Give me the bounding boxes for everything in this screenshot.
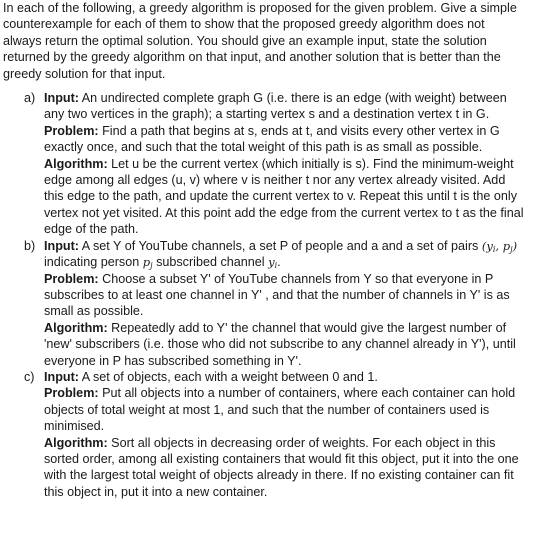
pair-math: ($y_i$, $p_j$) [481, 238, 518, 254]
part-marker: c) [24, 369, 35, 384]
problem-text: Choose a subset Y' of YouTube channels from Y so that everyone in P subscribes to at least one channel in Y' , and that the number of channels in Y' is as small as possible. [44, 271, 510, 319]
problem-label: Problem: [44, 123, 99, 138]
input-label: Input: [44, 238, 79, 253]
algorithm-label: Algorithm: [44, 320, 108, 335]
part-input [44, 90, 524, 123]
person-var: $p_j$ [142, 255, 153, 271]
channel-var: $y_i$ [268, 255, 278, 271]
part-c [3, 369, 524, 500]
part-marker: b) [24, 238, 36, 253]
problem-label: Problem: [44, 271, 99, 286]
input-text: indicating person [44, 255, 140, 270]
input-label: Input: [44, 369, 79, 384]
algorithm-label: Algorithm: [44, 435, 108, 450]
part-marker: a) [24, 91, 36, 106]
part-algorithm [44, 320, 524, 369]
part-problem [44, 271, 524, 320]
input-text: subscribed channel [156, 255, 265, 270]
part-b [3, 238, 524, 369]
part-a [3, 90, 524, 238]
part-problem [44, 123, 524, 156]
problem-label: Problem: [44, 386, 99, 401]
algorithm-label: Algorithm: [44, 156, 108, 171]
intro-paragraph: In each of the following, a greedy algorithm is proposed for the given problem. Give a simple counterexample for each of them to show that the proposed greedy algorithm does not always return the optimal solution. You should give an example input, state the solution returned by the greedy algorithm on that input, and another solution that is better than the greedy solution for that input. [3, 1, 517, 81]
part-input [44, 369, 524, 385]
part-algorithm [44, 435, 524, 501]
input-label: Input: [44, 91, 79, 106]
problem-text: Find a path that begins at s, ends at t, and visits every other vertex in G exactly once, and such that the total weight of this path is as small as possible. [44, 123, 500, 155]
input-text: A set Y of YouTube channels, a set P of people and a and a set of pairs [81, 238, 479, 253]
part-input: Input: A set Y of YouTube channels, a set P of people and a and a set of pairs ($y_i$, $p_j$) indicating person $p_j$ subscribed channel $y_i$. [44, 238, 518, 271]
algorithm-text: Let u be the current vertex (which initially is s). Find the minimum-weight edge among all edges (u, v) where v is neither t nor any vertex already visited. Add this edge to the path, and update the current vertex to v. Repeat this until t is the only vertex not yet visited. At this point add the edge from the current vertex to t as the final edge of the path. [44, 156, 524, 237]
part-problem [44, 385, 524, 434]
input-text: An undirected complete graph G (i.e. there is an edge (with weight) between any two vertices in the graph); a starting vertex s and a destination vertex t in G. [44, 91, 507, 122]
problem-text: Put all objects into a number of containers, where each container can hold objects of total weight at most 1, and such that the number of containers used is minimised. [44, 386, 516, 434]
algorithm-text: Repeatedly add to Y' the channel that would give the largest number of 'new' subscribers (i.e. those who did not subscribe to any channel already in Y'), until everyone in P has subscribed something in Y'. [44, 320, 516, 368]
parts-list [3, 90, 524, 500]
part-algorithm [44, 156, 524, 238]
input-text: A set of objects, each with a weight between 0 and 1. [81, 369, 378, 384]
algorithm-text: Sort all objects in decreasing order of weights. For each object in this sorted order, among all existing containers that would fit this object, put it into the one with the largest total weight of objects already in there. If no existing container can fit this object in, put it into a new container. [44, 435, 519, 499]
